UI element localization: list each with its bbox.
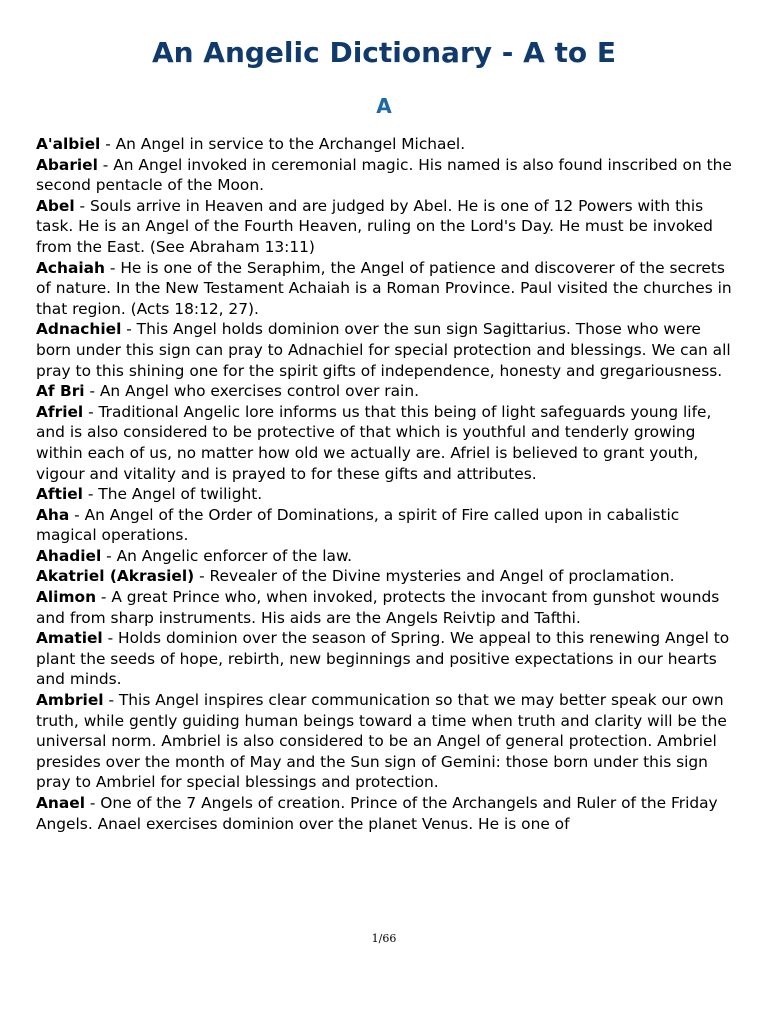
page-number: 1/66 — [371, 932, 397, 945]
dictionary-entry — [36, 155, 736, 196]
dictionary-entry — [36, 196, 736, 258]
entry-term: Afriel — [36, 402, 84, 421]
dictionary-entry — [36, 381, 736, 402]
dictionary-entry — [36, 546, 736, 567]
entry-definition: - One of the 7 Angels of creation. Prince of the Archangels and Ruler of the Friday Angels. Anael exercises dominion over the planet Venus. He is one of — [36, 794, 718, 833]
dictionary-entry — [36, 484, 736, 505]
entry-definition: - Revealer of the Divine mysteries and Angel of proclamation. — [194, 567, 675, 586]
entry-term: Adnachiel — [36, 320, 122, 339]
entry-term: Alimon — [36, 588, 97, 607]
entry-term: Achaiah — [36, 258, 105, 277]
entry-term: Abariel — [36, 155, 98, 174]
entry-term: Anael — [36, 794, 85, 812]
dictionary-entry — [36, 319, 736, 381]
entry-term: Af Bri — [36, 382, 85, 401]
entry-term: A'albiel — [36, 135, 101, 153]
entry-definition: - This Angel holds dominion over the sun sign Sagittarius. Those who were born under this sign can pray to Adnachiel for special protection and blessings. We can all pray to this shining one for the spirit gifts of independence, honesty and gregariousness. — [36, 320, 731, 380]
entry-definition: - An Angel invoked in ceremonial magic. His named is also found inscribed on the second pentacle of the Moon. — [36, 155, 732, 195]
entry-definition: - An Angel in service to the Archangel Michael. — [100, 135, 466, 153]
dictionary-entry — [36, 258, 736, 320]
entry-term: Aftiel — [36, 485, 83, 504]
dictionary-entry — [36, 566, 736, 587]
entry-definition: - An Angelic enforcer of the law. — [101, 546, 353, 565]
entry-term: Abel — [36, 196, 75, 215]
entry-definition: - Traditional Angelic lore informs us that this being of light safeguards young life, and is also considered to be protective of that which is youthful and tenderly growing within each of us, no matter how old we actually are. Afriel is believed to grant youth, vigour and vitality and is prayed to for these gifts and attributes. — [36, 402, 712, 483]
entry-definition: - The Angel of twilight. — [82, 485, 263, 504]
entry-definition: - Souls arrive in Heaven and are judged by Abel. He is one of 12 Powers with this task. He is an Angel of the Fourth Heaven, ruling on the Lord's Day. He must be invoked from the East. (See Abraham 13:11) — [36, 196, 713, 256]
dictionary-entry — [36, 134, 736, 155]
dictionary-entry — [36, 628, 736, 690]
entry-term: Ambriel — [36, 691, 104, 710]
document-title: An Angelic Dictionary - A to E — [151, 36, 617, 69]
entry-term: Aha — [36, 505, 70, 524]
dictionary-entries — [36, 134, 736, 834]
entry-term: Amatiel — [36, 629, 103, 648]
dictionary-entry — [36, 587, 736, 628]
entry-term: Akatriel (Akrasiel) — [36, 567, 195, 586]
dictionary-entry — [36, 402, 736, 484]
entry-definition: - He is one of the Seraphim, the Angel of patience and discoverer of the secrets of nature. In the New Testament Achaiah is a Roman Province. Paul visited the churches in that region. (Acts 18:12, 27). — [36, 258, 732, 318]
entry-term: Ahadiel — [36, 546, 102, 565]
entry-definition: - An Angel of the Order of Dominations, a spirit of Fire called upon in cabalistic magical operations. — [36, 505, 680, 545]
section-letter-heading: A — [376, 94, 392, 118]
entry-definition: - Holds dominion over the season of Spring. We appeal to this renewing Angel to plant the seeds of hope, rebirth, new beginnings and positive expectations in our hearts and minds. — [36, 629, 730, 689]
dictionary-entry — [36, 793, 736, 834]
entry-definition: - A great Prince who, when invoked, protects the invocant from gunshot wounds and from sharp instruments. His aids are the Angels Reivtip and Tafthi. — [36, 588, 720, 627]
entry-definition: - This Angel inspires clear communication so that we may better speak our own truth, while gently guiding human beings toward a time when truth and clarity will be the universal norm. Ambriel is also considered to be an Angel of general protection. Ambriel presides over the month of May and the Sun sign of Gemini: those born under this sign pray to Ambriel for special blessings and protection. — [36, 691, 727, 792]
dictionary-entry — [36, 505, 736, 546]
dictionary-entry — [36, 690, 736, 793]
entry-definition: - An Angel who exercises control over rain. — [84, 382, 419, 401]
